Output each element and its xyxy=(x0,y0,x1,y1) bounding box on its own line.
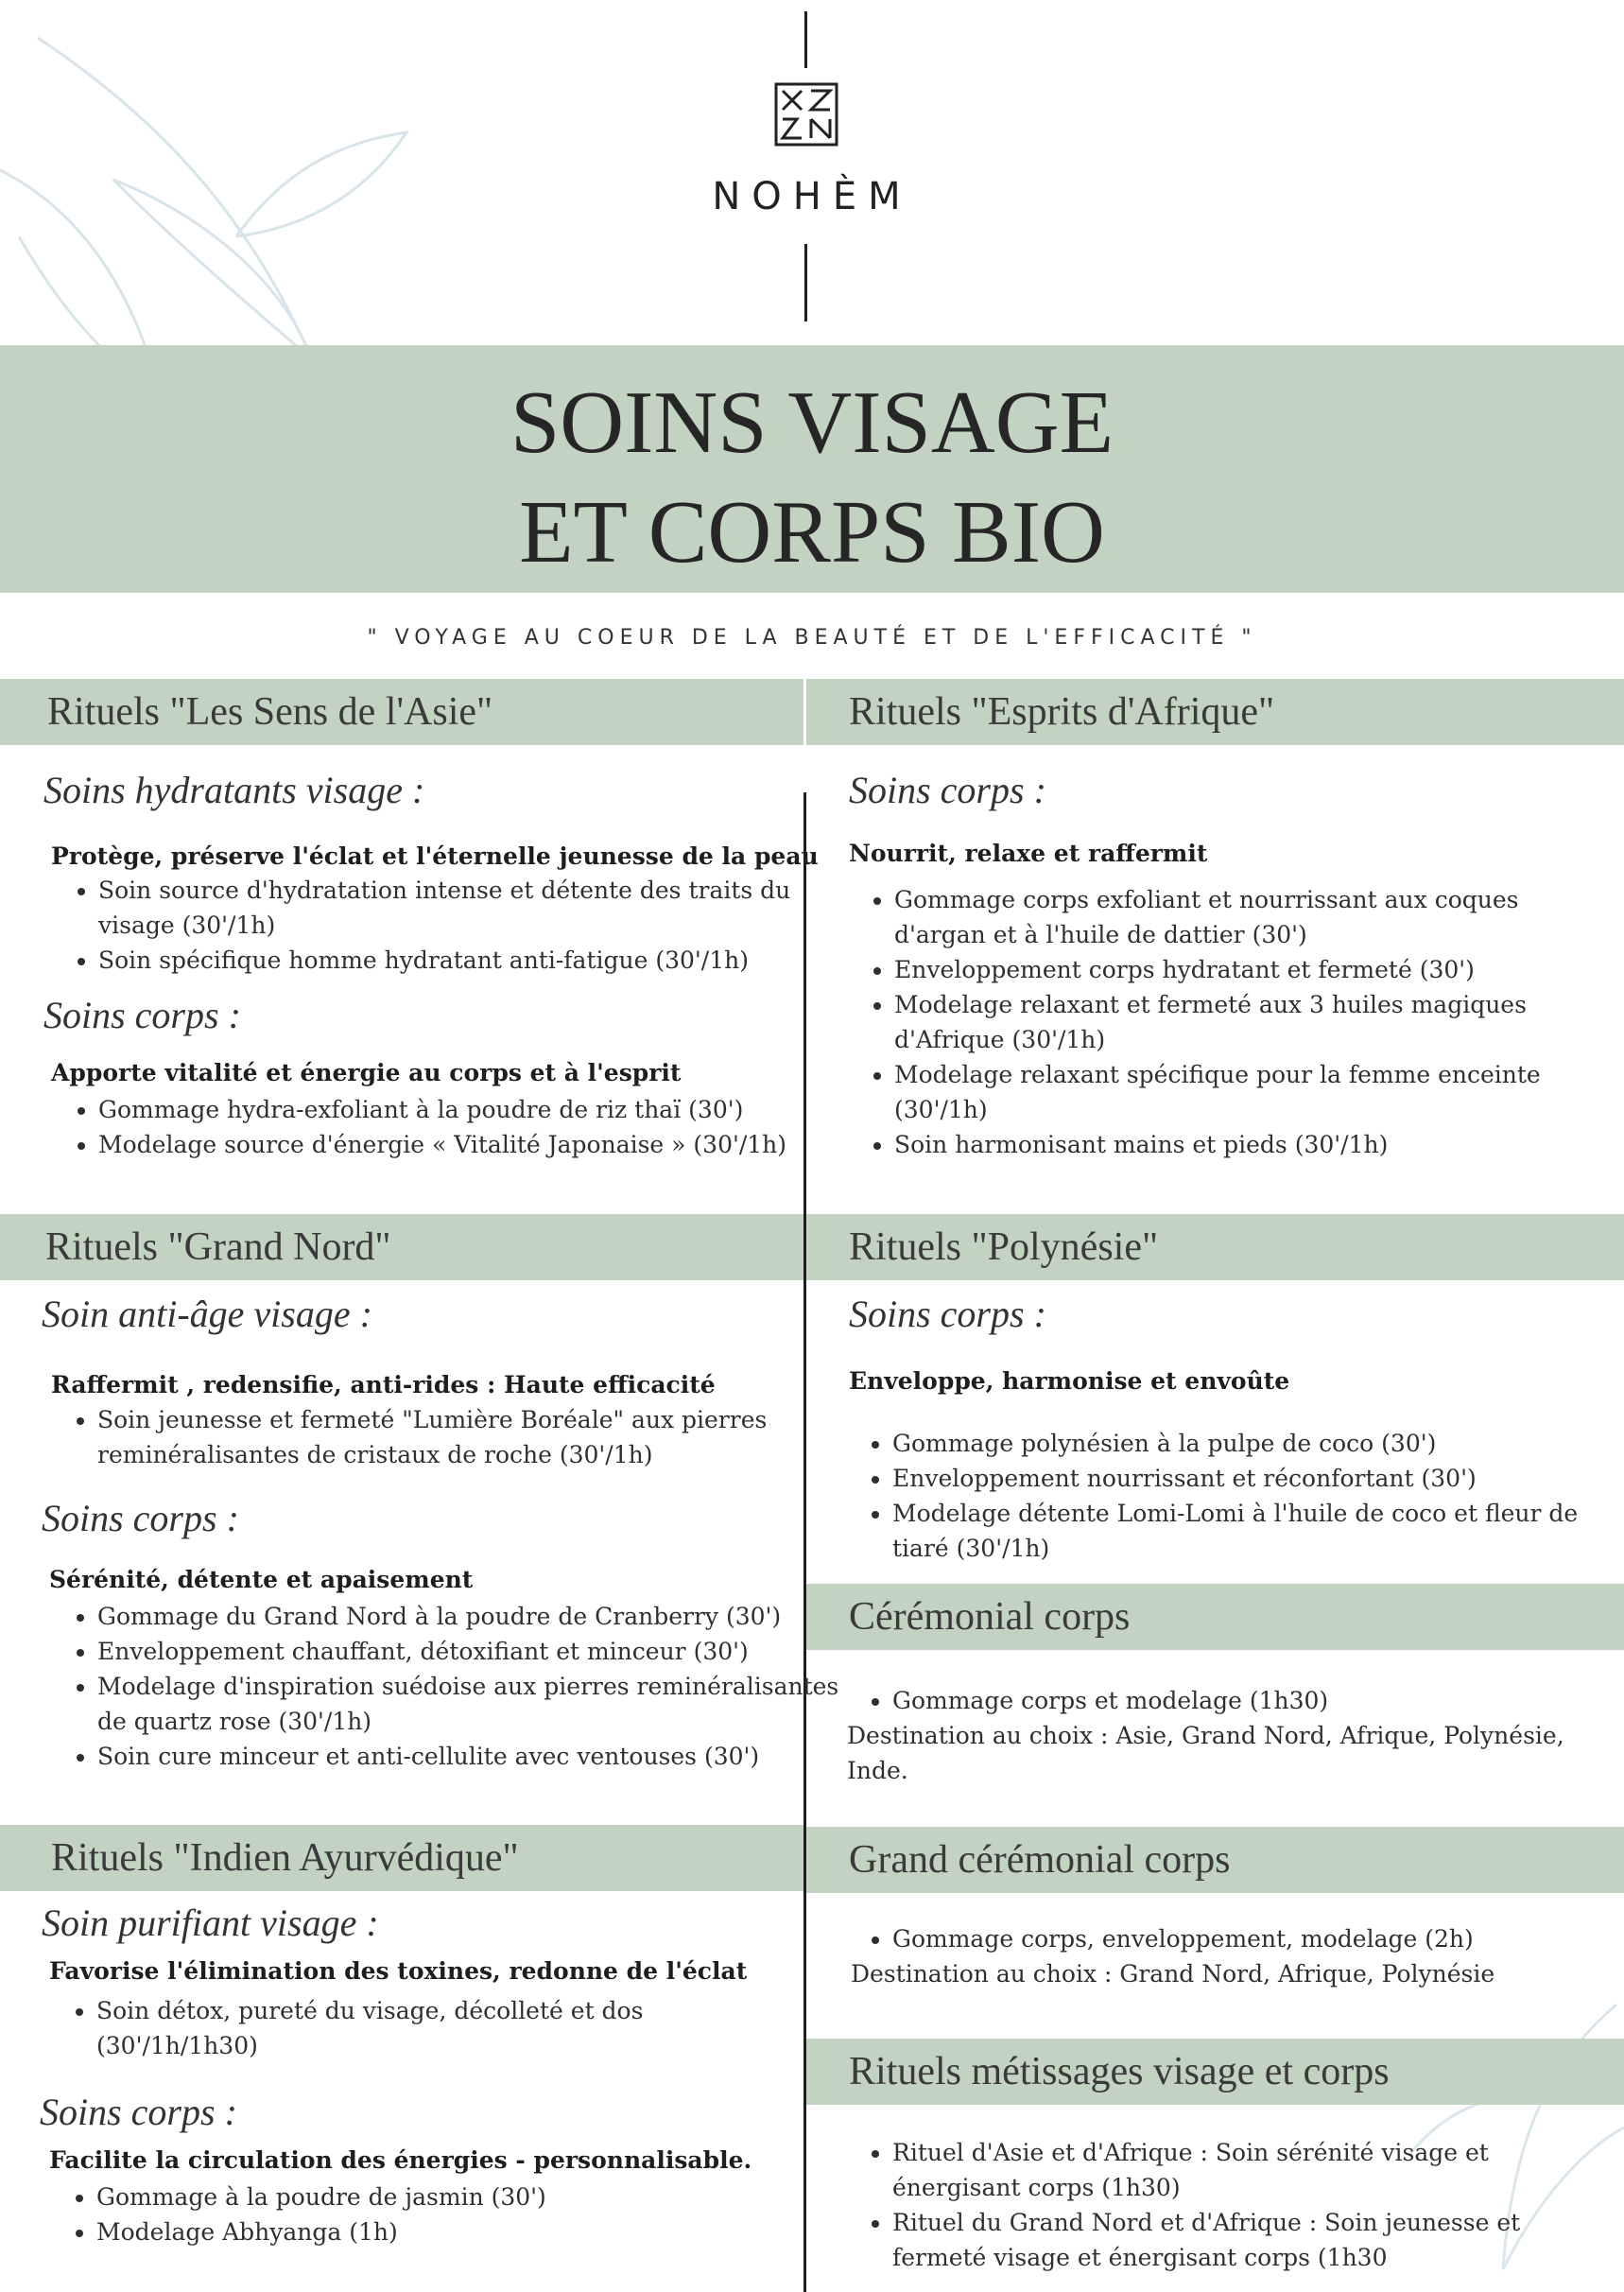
section-title-inde: Rituels "Indien Ayurvédique" xyxy=(51,1836,519,1880)
list-metissages xyxy=(849,2135,1592,2275)
list-item: • Soin harmonisant mains et pieds (30'/1h) xyxy=(894,1127,1603,1162)
list-item: • Gommage corps, enveloppement, modelage (2h) xyxy=(892,1921,1611,1956)
section-title-afrique: Rituels "Esprits d'Afrique" xyxy=(849,690,1275,734)
list-item: • Enveloppement corps hydratant et fermeté (30') xyxy=(894,952,1603,987)
section-title-asie: Rituels "Les Sens de l'Asie" xyxy=(47,690,493,734)
hero-title-line1: SOINS VISAGE xyxy=(510,373,1114,472)
section-title-grand-ceremonial: Grand cérémonial corps xyxy=(849,1838,1231,1882)
list-item: • Gommage corps exfoliant et nourrissant aux coques d'argan et à l'huile de dattier (30') xyxy=(894,882,1603,952)
list-item: • Modelage relaxant spécifique pour la femme enceinte (30'/1h) xyxy=(894,1057,1603,1127)
subheading-nord-face: Soin anti-âge visage : xyxy=(42,1293,372,1335)
list-item: • Rituel du Grand Nord et d'Afrique : Soin jeunesse et fermeté visage et énergisant corps (1h30 xyxy=(892,2205,1592,2275)
lead-afrique-body: Nourrit, relaxe et raffermit xyxy=(849,840,1208,867)
list-item: • Gommage hydra-exfoliant à la poudre de riz thaï (30') xyxy=(98,1092,845,1127)
list-item: • Soin source d'hydratation intense et détente des traits du visage (30'/1h) xyxy=(98,873,836,943)
top-divider-line xyxy=(804,11,807,68)
subheading-afrique-body: Soins corps : xyxy=(849,769,1046,811)
list-item: • Gommage polynésien à la pulpe de coco (30') xyxy=(892,1426,1611,1461)
list-grand-ceremonial xyxy=(849,1921,1611,1956)
section-title-polynesie: Rituels "Polynésie" xyxy=(849,1225,1159,1269)
brand-divider-line xyxy=(804,244,807,321)
list-item: • Modelage Abhyanga (1h) xyxy=(96,2214,843,2249)
brand-name: NOHÈM xyxy=(712,175,912,218)
list-item: • Modelage relaxant et fermeté aux 3 huiles magiques d'Afrique (30'/1h) xyxy=(894,987,1603,1057)
subheading-asie-face: Soins hydratants visage : xyxy=(43,769,425,811)
list-item: • Gommage corps et modelage (1h30) xyxy=(892,1683,1611,1718)
lead-nord-face: Raffermit , redensifie, anti-rides : Haute efficacité xyxy=(51,1371,716,1398)
section-title-ceremonial: Cérémonial corps xyxy=(849,1595,1131,1639)
list-asie-face xyxy=(55,873,836,978)
list-item: • Rituel d'Asie et d'Afrique : Soin sérénité visage et énergisant corps (1h30) xyxy=(892,2135,1592,2205)
list-ceremonial xyxy=(849,1683,1611,1718)
list-nord-body xyxy=(54,1599,844,1774)
subheading-polynesie-body: Soins corps : xyxy=(849,1293,1046,1335)
lead-nord-body: Sérénité, détente et apaisement xyxy=(49,1566,474,1593)
list-item: • Modelage source d'énergie « Vitalité Japonaise » (30'/1h) xyxy=(98,1127,845,1162)
list-item: • Enveloppement chauffant, détoxifiant et minceur (30') xyxy=(97,1634,844,1669)
section-title-metissages: Rituels métissages visage et corps xyxy=(849,2050,1390,2093)
list-item: • Soin cure minceur et anti-cellulite avec ventouses (30') xyxy=(97,1739,844,1774)
list-afrique-body xyxy=(851,882,1603,1162)
list-item: • Gommage du Grand Nord à la poudre de Cranberry (30') xyxy=(97,1599,844,1634)
list-item: • Enveloppement nourrissant et réconfortant (30') xyxy=(892,1461,1611,1496)
hero-title-line2: ET CORPS BIO xyxy=(519,483,1105,582)
list-item: • Soin jeunesse et fermeté "Lumière Boréale" aux pierres reminéralisantes de cristaux de roche (30'/1h) xyxy=(97,1402,844,1472)
lead-polynesie-body: Enveloppe, harmonise et envoûte xyxy=(849,1367,1290,1395)
list-item: • Gommage à la poudre de jasmin (30') xyxy=(96,2179,843,2214)
list-nord-face xyxy=(54,1402,844,1472)
list-inde-face xyxy=(53,1993,701,2063)
lead-asie-face: Protège, préserve l'éclat et l'éternelle jeunesse de la peau xyxy=(51,842,819,870)
section-title-nord: Rituels "Grand Nord" xyxy=(45,1225,391,1269)
list-asie-body xyxy=(55,1092,845,1162)
tagline: " VOYAGE AU COEUR DE LA BEAUTÉ ET DE L'EFFICACITÉ " xyxy=(367,626,1257,650)
lead-inde-face: Favorise l'élimination des toxines, redonne de l'éclat xyxy=(49,1957,748,1985)
grand-ceremonial-destination-note: Destination au choix : Grand Nord, Afrique, Polynésie xyxy=(851,1960,1495,1988)
subheading-nord-body: Soins corps : xyxy=(42,1497,239,1539)
list-item: • Soin détox, pureté du visage, décolleté et dos (30'/1h/1h30) xyxy=(96,1993,701,2063)
subheading-inde-face: Soin purifiant visage : xyxy=(42,1901,379,1944)
list-polynesie-body xyxy=(849,1426,1611,1566)
list-item: • Soin spécifique homme hydratant anti-fatigue (30'/1h) xyxy=(98,943,836,978)
list-inde-body xyxy=(53,2179,843,2249)
nohem-logo-icon xyxy=(773,81,839,148)
subheading-inde-body: Soins corps : xyxy=(40,2091,237,2133)
lead-asie-body: Apporte vitalité et énergie au corps et à l'esprit xyxy=(51,1059,682,1086)
subheading-asie-body: Soins corps : xyxy=(43,994,241,1036)
ceremonial-destination-note: Destination au choix : Asie, Grand Nord, Afrique, Polynésie, Inde. xyxy=(847,1722,1564,1784)
list-item: • Modelage d'inspiration suédoise aux pierres reminéralisantes de quartz rose (30'/1h) xyxy=(97,1669,844,1739)
lead-inde-body: Facilite la circulation des énergies - personnalisable. xyxy=(49,2146,752,2174)
list-item: • Modelage détente Lomi-Lomi à l'huile de coco et fleur de tiaré (30'/1h) xyxy=(892,1496,1611,1566)
